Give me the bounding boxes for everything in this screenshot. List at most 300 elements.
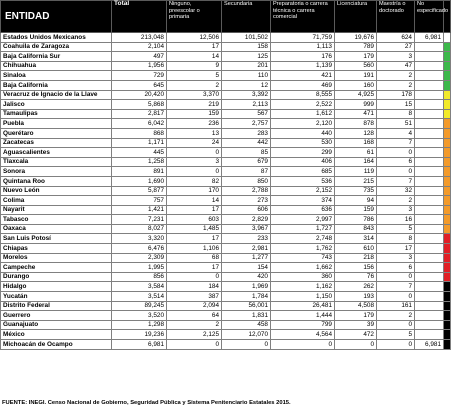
- value-cell: 168: [335, 138, 377, 148]
- value-cell: 314: [335, 234, 377, 244]
- value-cell: 1,171: [112, 138, 167, 148]
- value-cell: 156: [335, 263, 377, 273]
- value-cell: 219: [167, 100, 222, 110]
- value-cell: 1,690: [112, 176, 167, 186]
- entity-name-cell: México: [1, 330, 112, 340]
- value-cell: 0: [167, 272, 222, 282]
- value-cell: 4,925: [335, 90, 377, 100]
- table-row: [1, 253, 451, 263]
- value-cell: 2,981: [222, 244, 271, 254]
- value-cell: 154: [222, 263, 271, 273]
- value-cell: 2,748: [271, 234, 335, 244]
- value-cell: 878: [335, 119, 377, 129]
- value-cell: 2,522: [271, 100, 335, 110]
- value-cell: 19,236: [112, 330, 167, 340]
- color-indicator: [444, 71, 451, 81]
- table-row: [1, 311, 451, 321]
- value-cell: 3: [167, 157, 222, 167]
- value-cell: 685: [271, 167, 335, 177]
- header-total: Total: [112, 1, 167, 33]
- value-cell: 68: [167, 253, 222, 263]
- value-cell: 64: [167, 311, 222, 321]
- entity-name-cell: Quintana Roo: [1, 176, 112, 186]
- value-cell: 469: [271, 80, 335, 90]
- value-cell: 12: [222, 80, 271, 90]
- entity-name-cell: Yucatán: [1, 292, 112, 302]
- value-cell: 82: [167, 176, 222, 186]
- value-cell: 360: [271, 272, 335, 282]
- value-cell: 161: [377, 301, 415, 311]
- value-cell: 679: [222, 157, 271, 167]
- value-cell: 20,420: [112, 90, 167, 100]
- value-cell: 2,094: [167, 301, 222, 311]
- value-cell: 567: [222, 109, 271, 119]
- entity-name-cell: Aguascalientes: [1, 148, 112, 158]
- header-row: [1, 1, 451, 33]
- value-cell: 2: [377, 196, 415, 206]
- value-cell: 6,042: [112, 119, 167, 129]
- table-row: [1, 282, 451, 292]
- value-cell: 39: [335, 320, 377, 330]
- value-cell: 2: [377, 71, 415, 81]
- table-row: [1, 42, 451, 52]
- color-indicator: [444, 148, 451, 158]
- value-cell: 8,555: [271, 90, 335, 100]
- value-cell: 15: [377, 100, 415, 110]
- color-indicator: [444, 109, 451, 119]
- value-cell: 0: [271, 340, 335, 350]
- value-cell: 0: [377, 272, 415, 282]
- value-cell: 1,969: [222, 282, 271, 292]
- value-cell: 14: [167, 196, 222, 206]
- value-cell: 9: [167, 61, 222, 71]
- value-cell: 624: [377, 33, 415, 43]
- value-cell: 3: [377, 52, 415, 62]
- table-body: [1, 33, 451, 350]
- value-cell: 16: [377, 215, 415, 225]
- table-row: [1, 109, 451, 119]
- value-cell: 160: [335, 80, 377, 90]
- value-cell: [415, 109, 444, 119]
- value-cell: [415, 263, 444, 273]
- value-cell: [415, 52, 444, 62]
- value-cell: 891: [112, 167, 167, 177]
- value-cell: 6: [377, 157, 415, 167]
- value-cell: 110: [222, 71, 271, 81]
- value-cell: 610: [335, 244, 377, 254]
- entity-name-cell: Sinaloa: [1, 71, 112, 81]
- value-cell: 4: [377, 128, 415, 138]
- value-cell: [415, 282, 444, 292]
- entity-name-cell: Puebla: [1, 119, 112, 129]
- color-indicator: [444, 42, 451, 52]
- color-indicator: [444, 119, 451, 129]
- value-cell: 5: [377, 224, 415, 234]
- value-cell: 0: [167, 148, 222, 158]
- entity-name-cell: Chihuahua: [1, 61, 112, 71]
- color-indicator: [444, 90, 451, 100]
- value-cell: 76: [335, 272, 377, 282]
- color-indicator: [444, 253, 451, 263]
- value-cell: 729: [112, 71, 167, 81]
- value-cell: 6,981: [415, 33, 444, 43]
- value-cell: [415, 253, 444, 263]
- value-cell: 843: [335, 224, 377, 234]
- value-cell: 8,027: [112, 224, 167, 234]
- value-cell: 61: [335, 148, 377, 158]
- value-cell: 6,476: [112, 244, 167, 254]
- value-cell: 2,152: [271, 186, 335, 196]
- color-indicator: [444, 33, 451, 43]
- value-cell: 179: [335, 52, 377, 62]
- value-cell: 999: [335, 100, 377, 110]
- value-cell: 17: [167, 42, 222, 52]
- value-cell: 3,584: [112, 282, 167, 292]
- source-footnote: FUENTE: INEGI. Censo Nacional de Gobierno, Seguridad Pública y Sistema Penitenciario Estatales 2015.: [2, 400, 291, 406]
- table-row: [1, 52, 451, 62]
- value-cell: 164: [335, 157, 377, 167]
- value-cell: 213,048: [112, 33, 167, 43]
- value-cell: 7: [377, 282, 415, 292]
- value-cell: 471: [335, 109, 377, 119]
- value-cell: 5: [377, 330, 415, 340]
- value-cell: 603: [167, 215, 222, 225]
- value-cell: [415, 330, 444, 340]
- value-cell: 2,125: [167, 330, 222, 340]
- entity-name-cell: Sonora: [1, 167, 112, 177]
- value-cell: [415, 301, 444, 311]
- value-cell: 262: [335, 282, 377, 292]
- entity-name-cell: Tlaxcala: [1, 157, 112, 167]
- table-row: [1, 224, 451, 234]
- value-cell: 176: [271, 52, 335, 62]
- value-cell: 4,564: [271, 330, 335, 340]
- entity-name-cell: Distrito Federal: [1, 301, 112, 311]
- value-cell: 6: [377, 263, 415, 273]
- value-cell: 283: [222, 128, 271, 138]
- entity-name-cell: Nuevo León: [1, 186, 112, 196]
- value-cell: 85: [222, 148, 271, 158]
- value-cell: 159: [167, 109, 222, 119]
- value-cell: 2,817: [112, 109, 167, 119]
- table-row: [1, 148, 451, 158]
- value-cell: 273: [222, 196, 271, 206]
- color-indicator: [444, 52, 451, 62]
- table-row: [1, 340, 451, 350]
- entity-name-cell: Durango: [1, 272, 112, 282]
- value-cell: 14: [167, 52, 222, 62]
- value-cell: 1,258: [112, 157, 167, 167]
- color-indicator: [444, 282, 451, 292]
- value-cell: 406: [271, 157, 335, 167]
- color-indicator: [444, 196, 451, 206]
- value-cell: 440: [271, 128, 335, 138]
- table-row: [1, 244, 451, 254]
- table-row: [1, 234, 451, 244]
- value-cell: [415, 186, 444, 196]
- value-cell: 8: [377, 234, 415, 244]
- value-cell: 530: [271, 138, 335, 148]
- value-cell: [415, 71, 444, 81]
- value-cell: [415, 176, 444, 186]
- value-cell: 868: [112, 128, 167, 138]
- value-cell: [415, 138, 444, 148]
- value-cell: 119: [335, 167, 377, 177]
- table-row: [1, 196, 451, 206]
- color-indicator: [444, 292, 451, 302]
- value-cell: 0: [377, 292, 415, 302]
- value-cell: 1,784: [222, 292, 271, 302]
- table-row: [1, 128, 451, 138]
- value-cell: 17: [167, 205, 222, 215]
- value-cell: 184: [167, 282, 222, 292]
- entity-name-cell: Jalisco: [1, 100, 112, 110]
- value-cell: 0: [167, 167, 222, 177]
- value-cell: [415, 148, 444, 158]
- header-licenciatura: Licenciatura: [335, 1, 377, 33]
- value-cell: 2,113: [222, 100, 271, 110]
- value-cell: 2: [377, 80, 415, 90]
- value-cell: [415, 205, 444, 215]
- table-row: [1, 301, 451, 311]
- value-cell: 12,506: [167, 33, 222, 43]
- value-cell: 2: [377, 311, 415, 321]
- value-cell: 645: [112, 80, 167, 90]
- value-cell: 3,520: [112, 311, 167, 321]
- value-cell: [415, 119, 444, 129]
- value-cell: 128: [335, 128, 377, 138]
- value-cell: 19,676: [335, 33, 377, 43]
- value-cell: 2,309: [112, 253, 167, 263]
- value-cell: 170: [167, 186, 222, 196]
- table-row: [1, 272, 451, 282]
- header-color-strip: [444, 1, 451, 33]
- value-cell: 0: [377, 148, 415, 158]
- value-cell: 178: [377, 90, 415, 100]
- entity-name-cell: Veracruz de Ignacio de la Llave: [1, 90, 112, 100]
- value-cell: 1,485: [167, 224, 222, 234]
- value-cell: [415, 196, 444, 206]
- entity-name-cell: Coahuila de Zaragoza: [1, 42, 112, 52]
- value-cell: 299: [271, 148, 335, 158]
- value-cell: 7: [377, 176, 415, 186]
- color-indicator: [444, 234, 451, 244]
- value-cell: 442: [222, 138, 271, 148]
- table-row: [1, 186, 451, 196]
- color-indicator: [444, 176, 451, 186]
- entity-name-cell: Chiapas: [1, 244, 112, 254]
- value-cell: 3: [377, 205, 415, 215]
- value-cell: 743: [271, 253, 335, 263]
- value-cell: 1,162: [271, 282, 335, 292]
- value-cell: 2,757: [222, 119, 271, 129]
- value-cell: 4,508: [335, 301, 377, 311]
- value-cell: [415, 320, 444, 330]
- value-cell: 1,139: [271, 61, 335, 71]
- color-indicator: [444, 215, 451, 225]
- value-cell: 1,831: [222, 311, 271, 321]
- value-cell: 445: [112, 148, 167, 158]
- color-indicator: [444, 100, 451, 110]
- color-indicator: [444, 61, 451, 71]
- value-cell: [415, 80, 444, 90]
- value-cell: 789: [335, 42, 377, 52]
- value-cell: 218: [335, 253, 377, 263]
- value-cell: 799: [271, 320, 335, 330]
- value-cell: 7: [377, 138, 415, 148]
- value-cell: [415, 234, 444, 244]
- header-entidad: ENTIDAD: [1, 1, 112, 33]
- value-cell: 6,981: [415, 340, 444, 350]
- value-cell: 159: [335, 205, 377, 215]
- value-cell: 32: [377, 186, 415, 196]
- value-cell: [415, 100, 444, 110]
- entity-name-cell: Estados Unidos Mexicanos: [1, 33, 112, 43]
- color-indicator: [444, 157, 451, 167]
- value-cell: 125: [222, 52, 271, 62]
- value-cell: [415, 157, 444, 167]
- entity-name-cell: Nayarit: [1, 205, 112, 215]
- table-row: [1, 320, 451, 330]
- value-cell: 3,392: [222, 90, 271, 100]
- color-indicator: [444, 301, 451, 311]
- value-cell: 5,877: [112, 186, 167, 196]
- value-cell: 8: [377, 109, 415, 119]
- entity-name-cell: Tabasco: [1, 215, 112, 225]
- color-indicator: [444, 128, 451, 138]
- value-cell: 497: [112, 52, 167, 62]
- value-cell: 7,231: [112, 215, 167, 225]
- color-indicator: [444, 272, 451, 282]
- header-secundaria: Secundaria: [222, 1, 271, 33]
- table-row: [1, 157, 451, 167]
- color-indicator: [444, 330, 451, 340]
- value-cell: 636: [271, 205, 335, 215]
- value-cell: 1,727: [271, 224, 335, 234]
- value-cell: 1,444: [271, 311, 335, 321]
- value-cell: [415, 292, 444, 302]
- value-cell: 87: [222, 167, 271, 177]
- value-cell: 387: [167, 292, 222, 302]
- value-cell: 71,759: [271, 33, 335, 43]
- value-cell: 233: [222, 234, 271, 244]
- value-cell: 179: [335, 311, 377, 321]
- color-indicator: [444, 263, 451, 273]
- table-row: [1, 61, 451, 71]
- table-row: [1, 205, 451, 215]
- value-cell: 215: [335, 176, 377, 186]
- value-cell: 560: [335, 61, 377, 71]
- value-cell: 158: [222, 42, 271, 52]
- value-cell: [415, 61, 444, 71]
- value-cell: 3: [377, 253, 415, 263]
- value-cell: [415, 215, 444, 225]
- value-cell: 5: [167, 71, 222, 81]
- value-cell: 201: [222, 61, 271, 71]
- value-cell: 1,421: [112, 205, 167, 215]
- entity-name-cell: Oaxaca: [1, 224, 112, 234]
- value-cell: 0: [167, 340, 222, 350]
- value-cell: [415, 42, 444, 52]
- value-cell: 606: [222, 205, 271, 215]
- table-row: [1, 215, 451, 225]
- entity-name-cell: Guerrero: [1, 311, 112, 321]
- table-row: [1, 138, 451, 148]
- value-cell: 1,995: [112, 263, 167, 273]
- value-cell: 757: [112, 196, 167, 206]
- value-cell: 3,320: [112, 234, 167, 244]
- value-cell: 13: [167, 128, 222, 138]
- value-cell: 3,967: [222, 224, 271, 234]
- table-row: [1, 119, 451, 129]
- header-no-especificado: No especificado: [415, 1, 444, 33]
- value-cell: 1,662: [271, 263, 335, 273]
- color-indicator: [444, 80, 451, 90]
- value-cell: 536: [271, 176, 335, 186]
- value-cell: 1,106: [167, 244, 222, 254]
- value-cell: [415, 244, 444, 254]
- color-indicator: [444, 311, 451, 321]
- table-row: [1, 263, 451, 273]
- value-cell: 17: [377, 244, 415, 254]
- entity-name-cell: Tamaulipas: [1, 109, 112, 119]
- value-cell: 420: [222, 272, 271, 282]
- table-row: [1, 100, 451, 110]
- value-cell: 5,868: [112, 100, 167, 110]
- value-cell: 735: [335, 186, 377, 196]
- value-cell: 3,370: [167, 90, 222, 100]
- value-cell: 0: [222, 340, 271, 350]
- value-cell: 458: [222, 320, 271, 330]
- value-cell: 856: [112, 272, 167, 282]
- value-cell: 3,514: [112, 292, 167, 302]
- table-row: [1, 176, 451, 186]
- table-row: [1, 292, 451, 302]
- value-cell: 236: [167, 119, 222, 129]
- value-cell: [415, 90, 444, 100]
- entity-name-cell: Baja California Sur: [1, 52, 112, 62]
- table-row: [1, 90, 451, 100]
- value-cell: 0: [335, 340, 377, 350]
- table-row: [1, 80, 451, 90]
- value-cell: 1,150: [271, 292, 335, 302]
- value-cell: 2: [167, 320, 222, 330]
- table-row: [1, 330, 451, 340]
- entity-name-cell: Querétaro: [1, 128, 112, 138]
- value-cell: 2,120: [271, 119, 335, 129]
- header-preparatoria: Preparatoria o carrera técnica o carrera comercial: [271, 1, 335, 33]
- value-cell: 24: [167, 138, 222, 148]
- value-cell: 0: [377, 167, 415, 177]
- entity-name-cell: San Luis Potosí: [1, 234, 112, 244]
- entity-name-cell: Zacatecas: [1, 138, 112, 148]
- table-row: [1, 167, 451, 177]
- value-cell: 101,502: [222, 33, 271, 43]
- value-cell: 1,612: [271, 109, 335, 119]
- value-cell: 850: [222, 176, 271, 186]
- value-cell: 1,762: [271, 244, 335, 254]
- entity-name-cell: Michoacán de Ocampo: [1, 340, 112, 350]
- value-cell: 12,070: [222, 330, 271, 340]
- value-cell: 421: [271, 71, 335, 81]
- value-cell: 2: [167, 80, 222, 90]
- color-indicator: [444, 138, 451, 148]
- color-indicator: [444, 320, 451, 330]
- header-primaria: Ninguno, preescolar o primaria: [167, 1, 222, 33]
- table-row: [1, 33, 451, 43]
- color-indicator: [444, 167, 451, 177]
- entity-name-cell: Campeche: [1, 263, 112, 273]
